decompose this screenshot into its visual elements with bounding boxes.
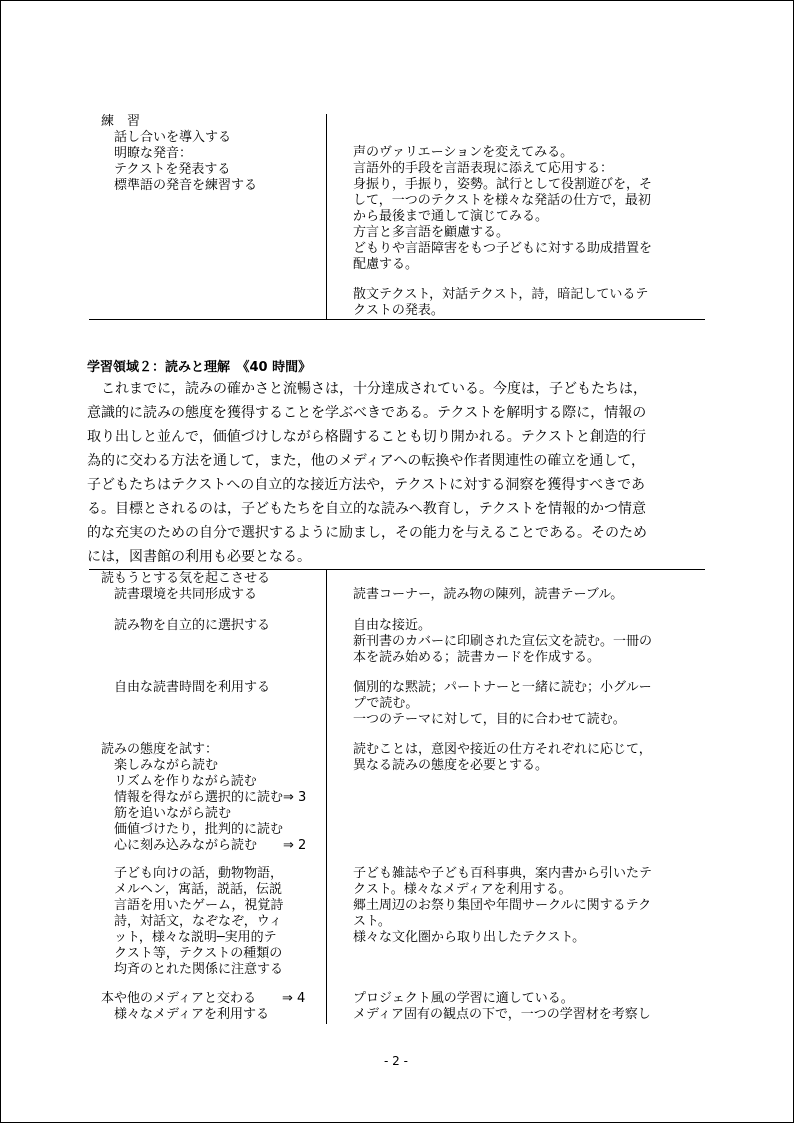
body-paragraph-line-6: 的な充実のための自分で選択するように励まし，その能力を与えることである。そのため xyxy=(87,525,647,541)
table2-right-line-10: クスト。様々なメディアを利用する。 xyxy=(353,882,572,897)
table2-left-line-9: 価値づけたり，批判的に読む xyxy=(101,822,284,837)
top-left-line-3: テクストを発表する xyxy=(101,162,231,177)
body-paragraph-line-1: 意識的に読みの態度を獲得することを学ぶべきである。テクストを解明する際に，情報の xyxy=(87,405,647,421)
table2-top-rule xyxy=(89,569,705,570)
table2-right-line-14: プロジェクト風の学習に適している。 xyxy=(353,991,574,1006)
table2-right-line-5: プで読む。 xyxy=(353,696,419,711)
table2-left-line-15: ット，様々な説明─実用的テ xyxy=(101,930,277,945)
table2-right-line-1: 自由な接近。 xyxy=(353,618,432,633)
body-paragraph-line-0: これまでに，読みの確かさと流暢さは，十分達成されている。今度は，子どもたちは， xyxy=(87,381,647,397)
top-right-line-4: から最後まで通して演じてみる。 xyxy=(353,209,549,224)
top-left-line-1: 話し合いを導入する xyxy=(101,130,232,145)
table2-column-divider xyxy=(326,569,327,1024)
table2-left-line-4: 読みの態度を試す： xyxy=(101,742,219,757)
table2-left-line-17: 均斉のとれた関係に注意する xyxy=(101,962,284,977)
table2-left-line-12: メルヘン，寓話，説話，伝説 xyxy=(101,882,282,897)
table2-left-line-19: 様々なメディアを利用する xyxy=(101,1007,269,1022)
body-paragraph-line-2: 取り出しと並んで，価値づけしながら格闘することも切り開かれる。テクストと創造的行 xyxy=(87,429,647,445)
table2-right-line-11: 郷土周辺のお祭り集団や年間サークルに関するテク xyxy=(353,898,652,913)
table2-right-line-6: 一つのテーマに対して，目的に合わせて読む。 xyxy=(353,712,626,727)
body-paragraph-line-4: 子どもたちはテクストへの自立的な接近方法や，テクストに対する洞察を獲得すべきであ xyxy=(87,477,646,493)
table2-left-line-14: 詩，対話文，なぞなぞ，ウィ xyxy=(101,914,282,929)
table2-left-line-2: 読み物を自立的に選択する xyxy=(101,618,271,633)
top-left-line-2: 明瞭な発音： xyxy=(101,146,193,161)
table2-left-line-5: 楽しみながら読む xyxy=(101,758,219,773)
top-right-line-5: 方言と多言語を顧慮する。 xyxy=(353,225,510,240)
table2-right-line-4: 個別的な黙読；パートナーと一緒に読む；小グルー xyxy=(353,680,652,695)
top-right-line-0: 声のヴァリエーションを変えてみる。 xyxy=(353,145,574,160)
body-paragraph-line-3: 為的に交わる方法を通して，また，他のメディアへの転換や作者関連性の確立を通して， xyxy=(87,453,646,469)
top-right-line-10: クストの発表。 xyxy=(353,303,444,318)
top-column-divider xyxy=(326,114,327,319)
table2-right-line-15: メディア固有の観点の下で，一つの学習材を考察し xyxy=(353,1007,651,1022)
table2-right-line-8: 異なる読みの態度を必要とする。 xyxy=(353,758,549,773)
top-right-line-6: どもりや言語障害をもつ子どもに対する助成措置を xyxy=(353,241,653,256)
table2-right-line-7: 読むことは，意図や接近の仕方それぞれに応じて， xyxy=(353,742,652,757)
top-section-bottom-rule xyxy=(89,319,705,320)
table2-left-line-18: 本や他のメディアと交わる ⇒ 4 xyxy=(101,991,306,1006)
table2-left-line-0: 読もうとする気を起こさせる xyxy=(101,571,271,586)
table2-left-line-13: 言語を用いたゲーム，視覚詩 xyxy=(101,898,284,913)
table2-left-line-11: 子ども向けの話，動物物語， xyxy=(101,866,284,881)
top-right-line-3: して，一つのテクストを様々な発話の仕方で，最初 xyxy=(353,193,651,208)
table2-left-line-16: クスト等，テクストの種類の xyxy=(101,946,283,961)
table2-right-line-9: 子ども雑誌や子ども百科事典，案内書から引いたテ xyxy=(353,866,653,881)
page-number: - 2 - xyxy=(384,1054,408,1068)
table2-left-line-1: 読書環境を共同形成する xyxy=(101,587,258,602)
table2-right-line-2: 新刊書のカバーに印刷された宣伝文を読む。一冊の xyxy=(353,634,653,649)
table2-right-line-13: 様々な文化圏から取り出したテクスト。 xyxy=(353,930,586,945)
table2-right-line-3: 本を読み始める；読書カードを作成する。 xyxy=(353,650,601,665)
table2-right-line-0: 読書コーナー，読み物の陳列，読書テーブル。 xyxy=(353,587,624,602)
top-right-line-1: 言語外的手段を言語表現に添えて応用する： xyxy=(353,161,614,176)
table2-right-line-12: スト。 xyxy=(353,914,391,929)
table2-left-line-6: リズムを作りながら読む xyxy=(101,774,257,789)
table2-left-line-3: 自由な読書時間を利用する xyxy=(101,680,271,695)
top-right-line-9: 散文テクスト，対話テクスト，詩，暗記しているテ xyxy=(353,287,649,302)
top-left-line-4: 標準語の発音を練習する xyxy=(101,178,258,193)
section-heading: 学習領域２：読みと理解 《40 時間》 xyxy=(87,360,312,375)
table2-left-line-8: 筋を追いながら読む xyxy=(101,806,232,821)
table2-left-line-10: 心に刻み込みながら読む ⇒ 2 xyxy=(101,838,307,853)
top-right-line-7: 配慮する。 xyxy=(353,257,419,272)
top-left-line-0: 練 習 xyxy=(101,114,141,129)
body-paragraph-line-7: には，図書館の利用も必要となる。 xyxy=(87,549,311,565)
body-paragraph-line-5: る。目標とされるのは，子どもたちを自立的な読みへ教育し，テクストを情報的かつ情意 xyxy=(87,501,647,517)
top-right-line-2: 身振り，手振り，姿勢。試行として役割遊びを，そ xyxy=(353,177,653,192)
table2-left-line-7: 情報を得ながら選択的に読む⇒ 3 xyxy=(101,790,307,805)
